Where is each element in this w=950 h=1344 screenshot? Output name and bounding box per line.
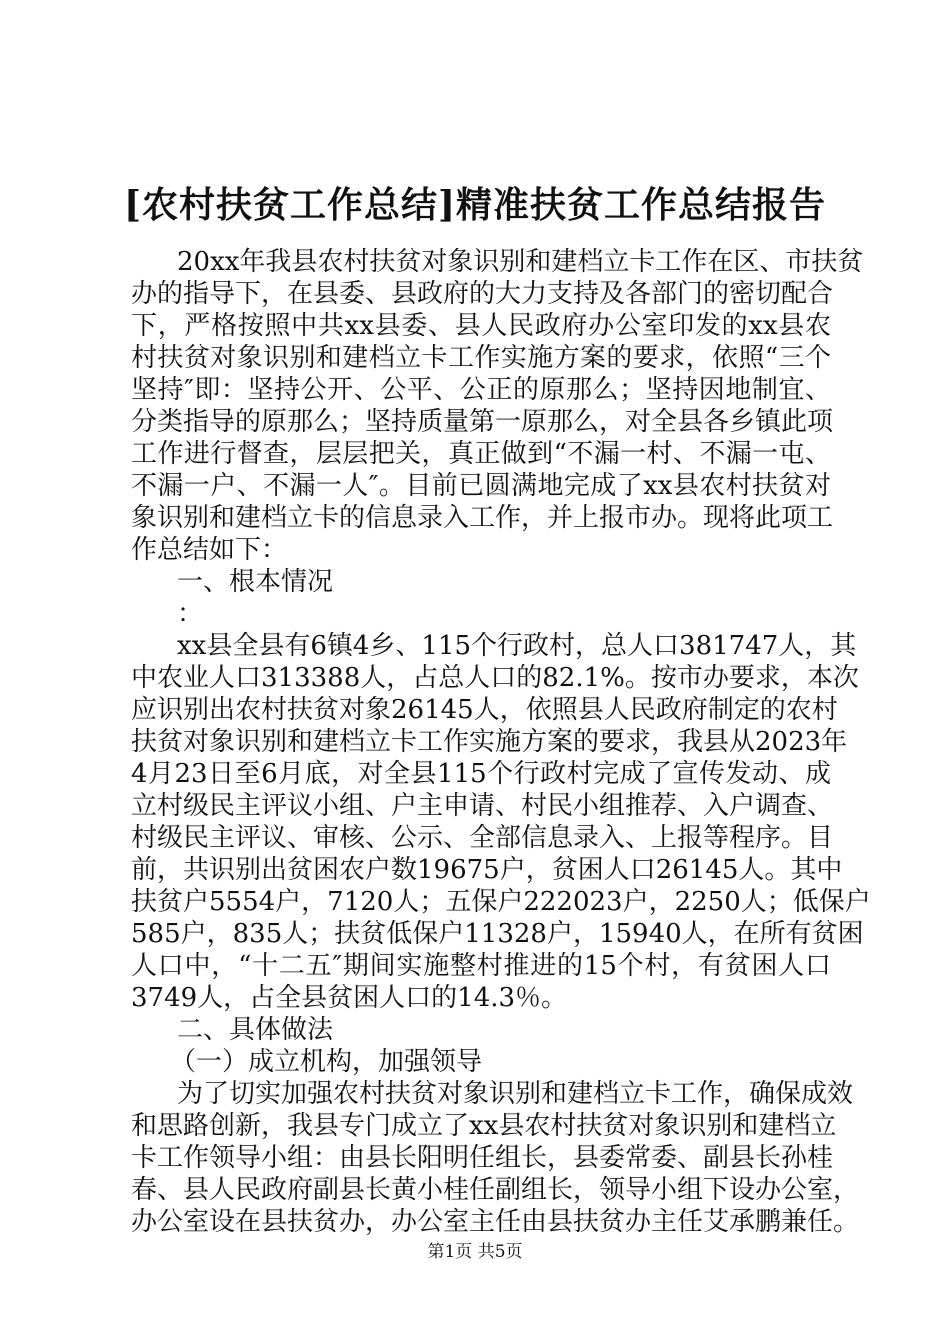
text-line: 4月23日至6月底，对全县115个行政村完成了宣传发动、成 [131,759,831,789]
text-line: 坚持″即：坚持公开、公平、公正的原那么；坚持因地制宜、 [131,375,831,405]
text-line: 春、县人民政府副县长黄小桂任副组长，领导小组下设办公室， [131,1175,860,1205]
text-line: 村级民主评议、审核、公示、全部信息录入、上报等程序。目 [131,823,834,853]
text-line: 办的指导下，在县委、县政府的大力支持及各部门的密切配合 [131,279,834,309]
page-number-footer: 第1页 共5页 [427,1242,523,1262]
text-line: 20xx年我县农村扶贫对象识别和建档立卡工作在区、市扶贫 [177,247,864,277]
text-line: 象识别和建档立卡的信息录入工作，并上报市办。现将此项工 [131,503,834,533]
text-line: 村扶贫对象识别和建档立卡工作实施方案的要求，依照“三个 [131,343,831,373]
text-line: 应识别出农村扶贫对象26145人，依照县人民政府制定的农村 [131,695,838,725]
text-line: 585户，835人；扶贫低保户11328户，15940人，在所有贫困 [131,919,864,949]
text-line: 为了切实加强农村扶贫对象识别和建档立卡工作，确保成效 [177,1079,854,1109]
subsection-heading: （一）成立机构，加强领导 [170,1047,483,1077]
section-heading: 一、根本情况 [177,567,334,597]
text-line: 立村级民主评议小组、户主申请、村民小组推荐、入户调查、 [131,791,834,821]
text-line: 不漏一户、不漏一人″。目前已圆满地完成了xx县农村扶贫对 [131,471,831,501]
text-line: 扶贫对象识别和建档立卡工作实施方案的要求，我县从2023年 [131,727,848,757]
section-heading: 二、具体做法 [177,1015,334,1045]
text-line: 分类指导的原那么；坚持质量第一原那么，对全县各乡镇此项 [131,407,834,437]
text-line: ： [177,599,204,629]
text-line: 中农业人口313388人，占总人口的82.1%。按市办要求，本次 [131,663,859,693]
text-line: xx县全县有6镇4乡、115个行政村，总人口381747人，其 [177,631,857,661]
text-line: 下，严格按照中共xx县委、县人民政府办公室印发的xx县农 [131,311,831,341]
text-line: 前，共识别出贫困农户数19675户，贫困人口26145人。其中 [131,855,843,885]
text-line: 人口中，“十二五″期间实施整村推进的15个村，有贫困人口 [131,951,831,981]
text-line: 办公室设在县扶贫办，办公室主任由县扶贫办主任艾承鹏兼任。 [131,1207,860,1237]
text-line: 扶贫户5554户，7120人；五保户222023户，2250人；低保户 [131,887,871,917]
text-line: 作总结如下： [131,535,288,565]
text-line: 和思路创新，我县专门成立了xx县农村扶贫对象识别和建档立 [131,1111,837,1141]
text-line: 卡工作领导小组：由县长阳明任组长，县委常委、副县长孙桂 [131,1143,834,1173]
text-line: 3749人，占全县贫困人口的14.3％。 [131,983,568,1013]
document-title: [农村扶贫工作总结]精准扶贫工作总结报告 [123,184,827,226]
text-line: 工作进行督查，层层把关，真正做到“不漏一村、不漏一屯、 [131,439,831,469]
